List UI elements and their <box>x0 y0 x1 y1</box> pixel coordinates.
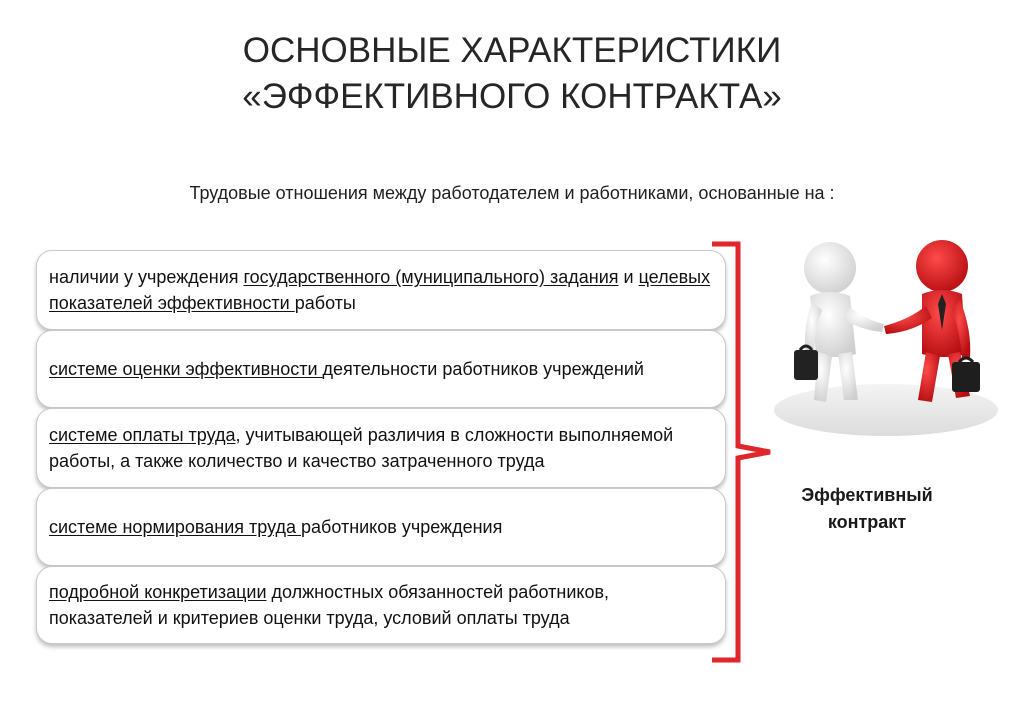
caption-line-1: Эффективный <box>801 485 933 505</box>
underlined-term: государственного (муниципального) задания <box>243 267 619 287</box>
list-item <box>36 250 726 330</box>
plain-text: работников учреждения <box>301 517 503 537</box>
list-item-text <box>49 514 502 540</box>
page-title-line-2: «ЭФФЕКТИВНОГО КОНТРАКТА» <box>242 77 782 116</box>
plain-text: и <box>618 267 639 287</box>
list-item <box>36 330 726 408</box>
subtitle: Трудовые отношения между работодателем и работниками, основанные на : <box>189 183 835 203</box>
list-item <box>36 408 726 488</box>
list-item-text <box>49 356 644 382</box>
underlined-term: системе оценки эффективности <box>49 359 323 379</box>
list-item <box>36 566 726 644</box>
list-item <box>36 488 726 566</box>
plain-text: работы <box>294 293 356 313</box>
list-item-text <box>49 422 711 474</box>
underlined-term: системе оплаты труда <box>49 425 236 445</box>
plain-text: , учитывающей различия в сложности выполняемой работы, а также количество и качество затраченного труда <box>49 425 674 471</box>
list-item-text <box>49 264 711 316</box>
list-item-text <box>49 579 711 631</box>
plain-text: должностных обязанностей работников, показателей и критериев оценки труда, условий оплаты труда <box>49 582 610 628</box>
caption-line-2: контракт <box>827 512 907 532</box>
plain-text: деятельности работников учреждений <box>322 359 644 379</box>
handshake-illustration-icon <box>766 234 1004 438</box>
underlined-term: подробной конкретизации <box>49 582 267 602</box>
page-title-line-1: ОСНОВНЫЕ ХАРАКТЕРИСТИКИ <box>242 31 782 70</box>
underlined-term: целевых показателей эффективности <box>49 267 711 313</box>
plain-text: наличии у учреждения <box>49 267 244 287</box>
effective-contract-caption <box>770 482 964 536</box>
page-title <box>0 28 1024 120</box>
underlined-term: системе нормирования труда <box>49 517 301 537</box>
